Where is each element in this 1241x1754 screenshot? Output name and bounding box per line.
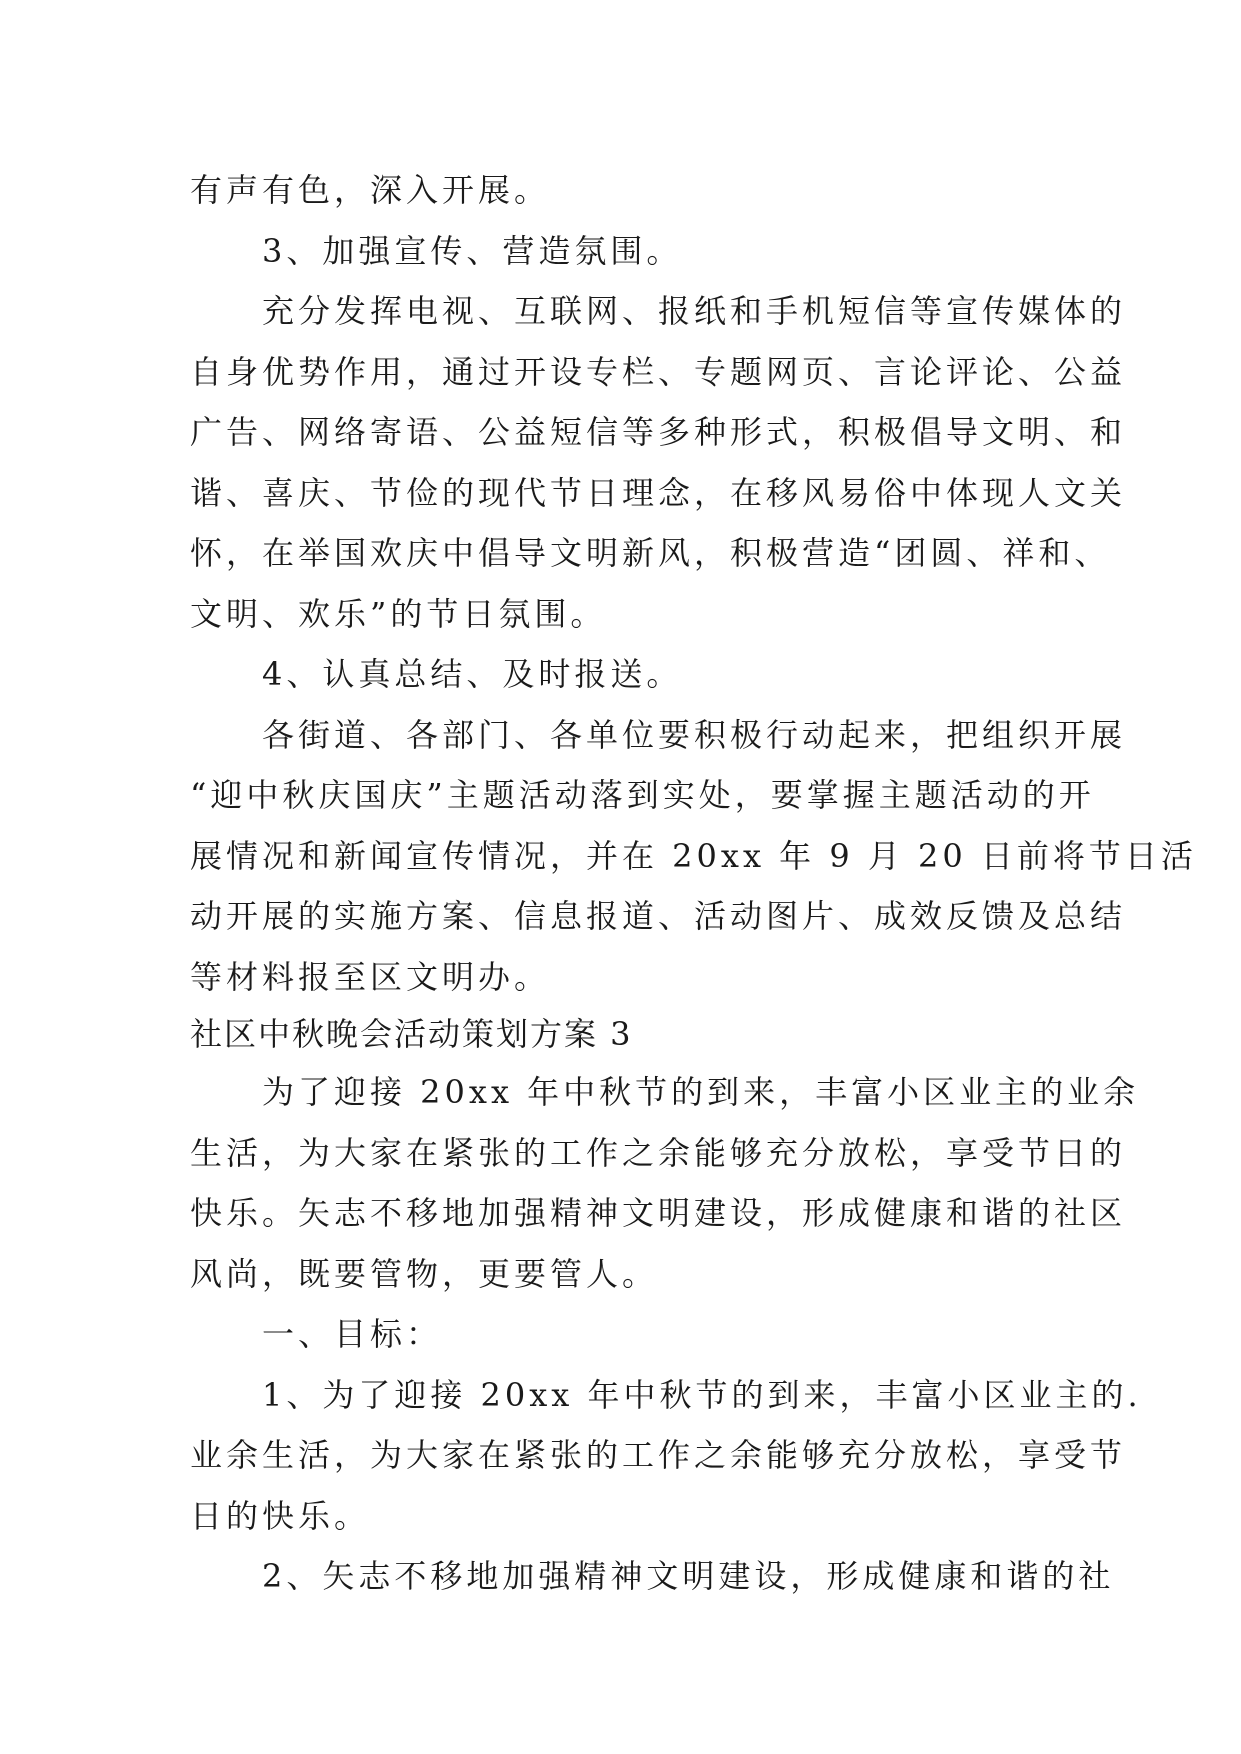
text-line: 充分发挥电视、互联网、报纸和手机短信等宣传媒体的 <box>190 292 1127 330</box>
text-line: 怀，在举国欢庆中倡导文明新风，积极营造“团圆、祥和、 <box>190 534 1111 572</box>
text-line: 有声有色，深入开展。 <box>190 171 551 209</box>
section-heading-3: 3、加强宣传、营造氛围。 <box>190 231 683 270</box>
text-line: 文明、欢乐”的节日氛围。 <box>190 594 607 633</box>
text-line: 等材料报至区文明办。 <box>190 957 551 996</box>
document-body <box>190 160 1197 1607</box>
section-heading-goals: 一、目标： <box>190 1315 443 1353</box>
text-line: 2、矢志不移地加强精神文明建设，形成健康和谐的社 <box>190 1557 1115 1595</box>
text-line: 1、为了迎接 20xx 年中秋节的到来，丰富小区业主的. <box>190 1375 1142 1414</box>
text-line: 各街道、各部门、各单位要积极行动起来，把组织开展 <box>190 715 1127 754</box>
text-line: 展情况和新闻宣传情况，并在 20xx 年 9 月 20 日前将节日活 <box>190 836 1197 875</box>
text-line: 业余生活，为大家在紧张的工作之余能够充分放松，享受节 <box>190 1436 1127 1474</box>
text-line: 日的快乐。 <box>190 1496 371 1535</box>
text-line: 谐、喜庆、节俭的现代节日理念，在移风易俗中体现人文关 <box>190 473 1127 512</box>
plan-title: 社区中秋晚会活动策划方案 3 <box>190 1015 633 1053</box>
text-line: 生活，为大家在紧张的工作之余能够充分放松，享受节日的 <box>190 1133 1127 1172</box>
section-heading-4: 4、认真总结、及时报送。 <box>190 655 683 693</box>
text-line: 为了迎接 20xx 年中秋节的到来，丰富小区业主的业余 <box>190 1073 1140 1111</box>
text-line: 自身优势作用，通过开设专栏、专题网页、言论评论、公益 <box>190 352 1127 391</box>
text-line: 风尚，既要管物，更要管人。 <box>190 1254 659 1293</box>
text-line: “迎中秋庆国庆”主题活动落到实处，要掌握主题活动的开 <box>190 776 1095 814</box>
text-line: 快乐。矢志不移地加强精神文明建设，形成健康和谐的社区 <box>190 1194 1127 1232</box>
text-line: 广告、网络寄语、公益短信等多种形式，积极倡导文明、和 <box>190 413 1127 451</box>
text-line: 动开展的实施方案、信息报道、活动图片、成效反馈及总结 <box>190 897 1127 935</box>
